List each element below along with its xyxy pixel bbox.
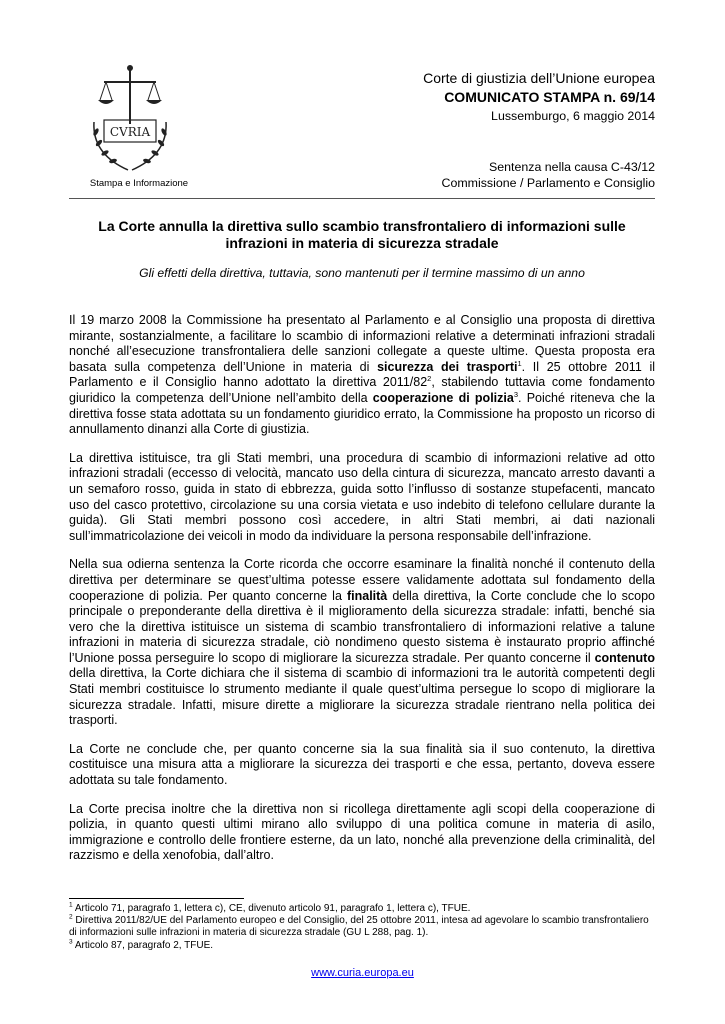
footnote-3 [69, 940, 655, 952]
p3-bold-content: contenuto [594, 650, 655, 665]
footnote-ref-2[interactable]: 2 [427, 374, 432, 384]
p1-text-a: Il 19 marzo 2008 la Commissione ha presentato al Parlamento e al Consiglio una proposta di direttiva mirante, sostanzialmente, a facilitare lo scambio di informazioni relative a determinati infrazioni stradali nonché all’esecuzione transfrontaliera delle sanzioni collegate a queste ultime. Questa proposta era basata sulla competenza dell’Unione in materia di [69, 313, 655, 374]
p1-text-e: . Poiché riteneva che la direttiva fosse stata adottata su un fondamento giuridico errato, la Commissione ha proposto un ricorso di annullamento dinanzi alla Corte di giustizia. [69, 390, 655, 437]
place-date: Lussemburgo, 6 maggio 2014 [491, 109, 655, 123]
footnote-ref-3[interactable]: 3 [513, 389, 518, 399]
curia-emblem-icon [84, 62, 176, 180]
court-name: Corte di giustizia dell’Unione europea [423, 70, 655, 86]
footnote-divider [69, 898, 244, 899]
footnote-num: 3 [69, 938, 73, 946]
footnote-text: Articolo 71, paragrafo 1, lettera c), CE, divenuto articolo 91, paragrafo 1, lettera c), TFUE. [72, 903, 471, 914]
p3-text-a: Nella sua odierna sentenza la Corte ricorda che occorre esaminare la finalità nonché il contenuto della direttiva per determinare se quest’ultima potesse essere validamente adottata sul fondamento della cooperazione di polizia. Per quanto concerne la [69, 557, 655, 603]
press-release-number: COMUNICATO STAMPA n. 69/14 [444, 89, 655, 105]
p1-text-d: , stabilendo tuttavia come fondamento giuridico la competenza dell’Unione nell’ambito della [69, 375, 655, 405]
case-block [442, 159, 656, 191]
press-unit-label: Stampa e Informazione [89, 178, 189, 189]
paragraph-5: La Corte precisa inoltre che la direttiva non si ricollega direttamente agli scopi della cooperazione di polizia, in quanto questi ultimi mirano allo sviluppo di una politica comune in materia di asilo, immigrazione e controllo delle frontiere esterne, da un lato, nonché alla prevenzione della criminalità, del razzismo e della xenofobia, dall’altro. [69, 801, 655, 863]
footnote-num: 1 [69, 901, 73, 909]
footnote-1 [69, 903, 655, 915]
p1-bold-police: cooperazione di polizia [372, 390, 514, 405]
paragraph-3 [69, 557, 655, 729]
header-block [423, 69, 655, 125]
case-number: Sentenza nella causa C-43/12 [488, 160, 655, 174]
case-parties: Commissione / Parlamento e Consiglio [441, 176, 655, 190]
logo-text: CVRIA [109, 125, 151, 139]
p3-text-c: della direttiva, la Corte dichiara che il sistema di scambio di informazioni tra le autorità competenti degli Stati membri costituisce lo strumento mediante il quale quest’ultima persegue lo scopo di migliorare la sicurezza stradale. Infatti, misure dirette a migliorare la sicurezza stradale rientrano nella politica dei trasporti. [69, 666, 655, 728]
footnotes [69, 903, 655, 952]
footnote-ref-1[interactable]: 1 [517, 358, 522, 368]
paragraph-2: La direttiva istituisce, tra gli Stati membri, una procedura di scambio di informazioni relative ad otto infrazioni stradali (eccesso di velocità, mancato uso della cintura di sicurezza, mancato arresto davanti a un semaforo rosso, guida in stato di ebbrezza, guida sotto l’influsso di sostanze stupefacenti, mancato uso del casco protettivo, circolazione su una corsia vietata e uso indebito di telefono cellulare durante la guida). Gli Stati membri possono così accedere, in altri Stati membri, ai dati nazionali sull’immatricolazione dei veicoli in modo da individuare la persona responsabile dell’infrazione. [69, 450, 655, 543]
p3-text-b: della direttiva, la Corte conclude che lo scopo principale o preponderante della direttiva è il miglioramento della sicurezza stradale: infatti, benché sia vero che la direttiva istituisce un sistema di scambio transfrontaliero di informazioni relative a talune infrazioni in materia di sicurezza stradale, ciò nondimeno questo sistema è instaurato proprio affinché l’Unione possa perseguire lo scopo di migliorare la sicurezza stradale. Per quanto concerne il [69, 588, 655, 665]
footnote-text: Articolo 87, paragrafo 2, TFUE. [72, 939, 214, 951]
footnote-num: 2 [69, 913, 73, 921]
paragraph-4: La Corte ne conclude che, per quanto concerne sia la sua finalità sia il suo contenuto, la direttiva costituisce una misura atta a migliorare la sicurezza dei trasporti e che essa, pertanto, doveva essere adottata su tale fondamento. [69, 741, 655, 788]
page-subtitle: Gli effetti della direttiva, tuttavia, sono mantenuti per il termine massimo di un anno [139, 266, 585, 280]
p1-bold-transport: sicurezza dei trasporti [377, 359, 518, 374]
p1-text-c: . Il 25 ottobre 2011 il Parlamento e il Consiglio hanno adottato la direttiva 2011/82 [69, 359, 655, 390]
body-text [69, 313, 655, 877]
footnote-2 [69, 915, 655, 939]
page-title: La Corte annulla la direttiva sullo scambio transfrontaliero di informazioni sulle infrazioni in materia di sicurezza stradale [98, 218, 626, 251]
footer-link[interactable]: www.curia.europa.eu [311, 967, 414, 979]
paragraph-1 [69, 313, 655, 438]
p3-bold-purpose: finalità [346, 588, 388, 603]
curia-logo [84, 62, 176, 180]
footnote-text: Direttiva 2011/82/UE del Parlamento europeo e del Consiglio, del 25 ottobre 2011, intesa ad agevolare lo scambio transfrontaliero di informazioni sulle infrazioni in materia di sicurezza stradale (GU L 288, pag. 1). [69, 915, 649, 939]
header-divider [69, 198, 655, 199]
